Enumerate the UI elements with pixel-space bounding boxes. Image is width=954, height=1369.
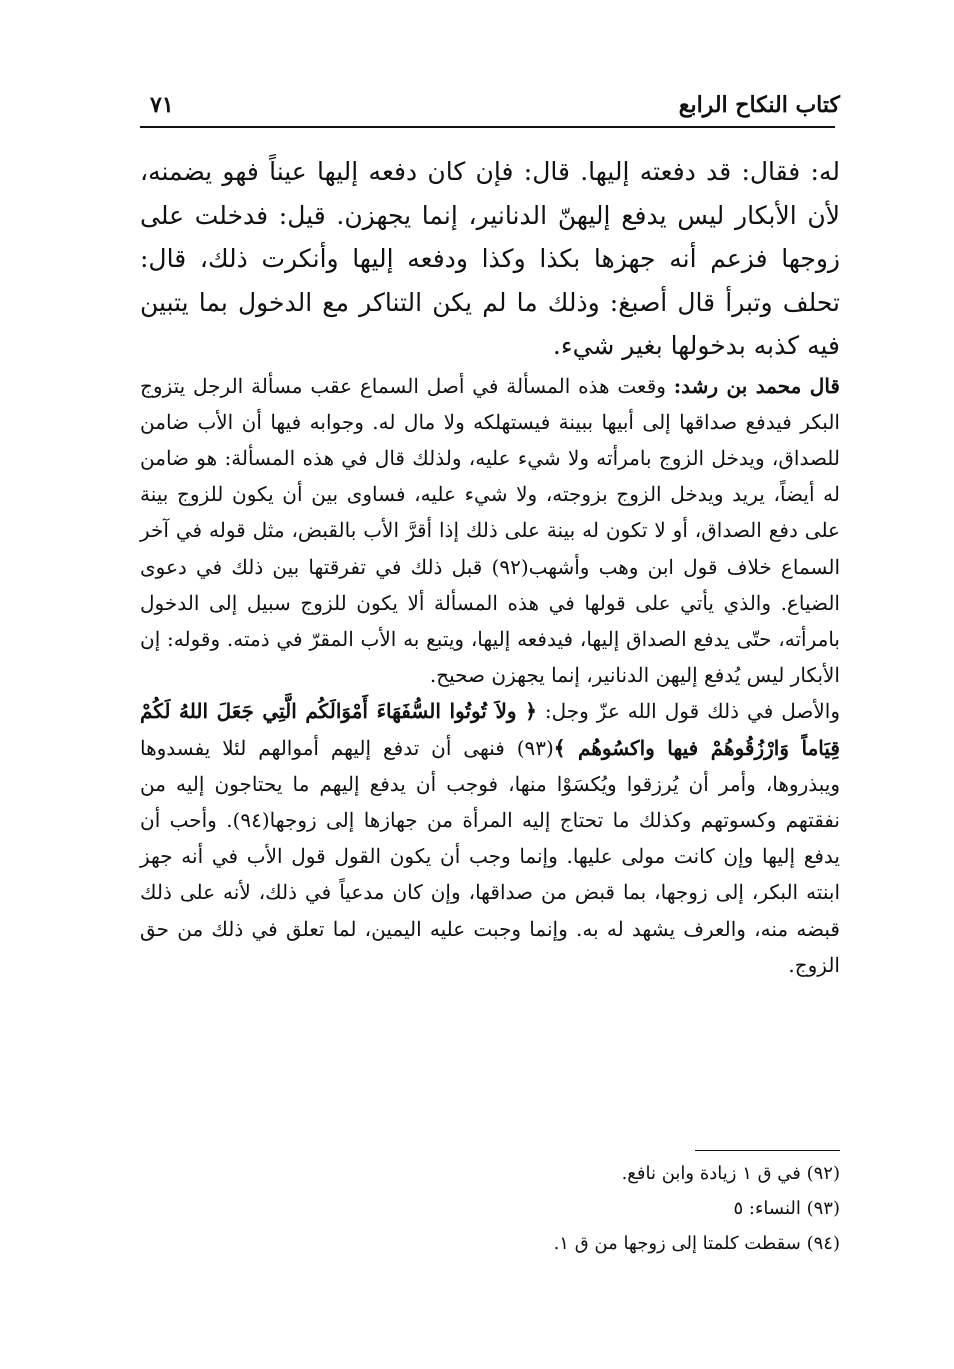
paragraph-3 <box>140 693 840 983</box>
paragraph-3-text: (٩٣) فنهى أن تدفع إليهم أموالهم لئلا يفسدوها ويبذروها، وأمر أن يُرزقوا ويُكسَوْا منها، فوجب أن يدفع إليهم ما يحتاجون إليه من نفقتهم وكسوتهم وكذلك ما تحتاج إليه المرأة من جهازها إلى زوجها(٩٤). وأحب أن يدفع إليها وإن كانت مولى عليها. وإنما وجب أن يكون القول قول الأب في أنه جهز ابنته البكر، إلى زوجها، بما قبض من صداقها، وإن كان مدعياً في ذلك، لأنه على ذلك قبضه منه، والعرف يشهد له به. وإنما وجبت عليه اليمين، لما تعلق في ذلك من حق الزوج. <box>140 735 840 977</box>
quran-verse: ﴿ ولاَ تُوتُوا السُّفَهَاءَ أَمْوَالَكُم الَّتِي جَعَلَ اللهُ لَكُمْ قِيَاماً وَارْزُقُوهُمْ فيها واكسُوهُم ﴾ <box>140 699 840 760</box>
paragraph-2-text: وقعت هذه المسألة في أصل السماع عقب مسألة الرجل يتزوج البكر فيدفع صداقها إلى أبيها ببينة فيستهلكه ولا مال له. وجوابه فيها أن الأب ضامن للصداق، ويدخل الزوج بامرأته ولا شيء عليه، ولذلك قال في هذه المسألة: هو ضامن له أيضاً، يريد ويدخل الزوج بزوجته، ولا شيء عليه، فساوى بين أن يكون للزوج بينة على دفع الصداق، أو لا تكون له بينة على ذلك إذا أقرَّ الأب بالقبض، مثل قوله في آخر السماع خلاف قول ابن وهب وأشهب(٩٢) قبل ذلك في تفرقتها بين ذلك في دعوى الضياع. والذي يأتي على قولها في هذه المسألة ألا يكون للزوج سبيل إلى الدخول بامرأته، حتّى يدفع الصداق إليها، فيدفعه إليها، ويتبع به الأب المقرّ في ذمته. وقوله: إن الأبكار ليس يُدفع إليهن الدنانير، إنما يجهزن صحيح. <box>140 373 840 688</box>
footnotes <box>140 1156 840 1261</box>
header-rule <box>140 126 835 128</box>
footnote-rule <box>695 1150 840 1151</box>
page-header <box>140 92 840 126</box>
paragraph-2 <box>140 368 840 694</box>
footnote-92: (٩٢) في ق ١ زيادة وابن نافع. <box>621 1163 840 1184</box>
footnote-94: (٩٤) سقطت كلمتا إلى زوجها من ق ١. <box>553 1233 840 1254</box>
main-text <box>140 150 840 983</box>
footnote-93: (٩٣) النساء: ٥ <box>733 1198 840 1219</box>
page-number: ٧١ <box>150 92 174 118</box>
running-title: كتاب النكاح الرابع <box>678 92 840 118</box>
paragraph-3-intro: والأصل في ذلك قول الله عزّ وجل: <box>536 699 840 724</box>
commentator-lead: قال محمد بن رشد: <box>673 373 840 398</box>
paragraph-1: له: فقال: قد دفعته إليها. قال: فإن كان دفعه إليها عيناً فهو يضمنه، لأن الأبكار ليس يدفع إليهنّ الدنانير، إنما يجهزن. قيل: فدخلت على زوجها فزعم أنه جهزها بكذا وكذا ودفعه إليها وأنكرت ذلك، قال: تحلف وتبرأ قال أصبغ: وذلك ما لم يكن التناكر مع الدخول بما يتبين فيه كذبه بدخولها بغير شيء. <box>140 157 840 360</box>
